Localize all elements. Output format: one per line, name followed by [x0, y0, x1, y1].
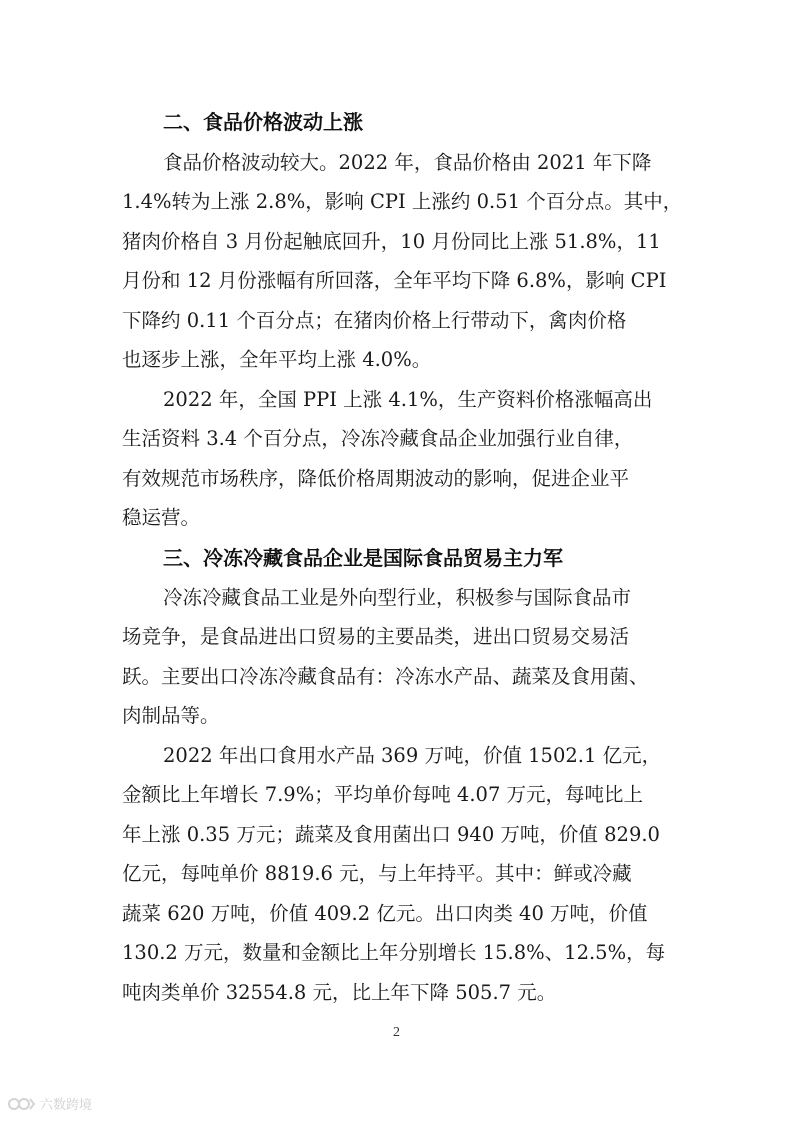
- section3-p2-line-3: 年上涨 0.35 万元；蔬菜及食用菌出口 940 万吨，价值 829.0: [122, 823, 660, 846]
- section3-p2-line-5: 蔬菜 620 万吨，价值 409.2 亿元。出口肉类 40 万吨，价值: [122, 902, 648, 925]
- section3-p2-line-6: 130.2 万元，数量和金额比上年分别增长 15.8%、12.5%，每: [122, 941, 666, 964]
- section2-p1-line-3: 猪肉价格自 3 月份起触底回升，10 月份同比上涨 51.8%，11: [122, 230, 661, 253]
- section2-p1-line-4: 月份和 12 月份涨幅有所回落，全年平均下降 6.8%，影响 CPI: [122, 269, 667, 292]
- section3-heading: 三、冷冻冷藏食品企业是国际食品贸易主力军: [163, 546, 563, 570]
- section2-p1-line-5: 下降约 0.11 个百分点；在猪肉价格上行带动下，禽肉价格: [122, 309, 627, 332]
- section2-p1-line-2: 1.4%转为上涨 2.8%，影响 CPI 上涨约 0.51 个百分点。其中，: [122, 190, 683, 213]
- section3-p2-line-4: 亿元，每吨单价 8819.6 元，与上年持平。其中：鲜或冷藏: [122, 862, 632, 885]
- section3-p2-line-1: 2022 年出口食用水产品 369 万吨，价值 1502.1 亿元，: [163, 744, 662, 767]
- section3-p2-line-7: 吨肉类单价 32554.8 元，比上年下降 505.7 元。: [122, 981, 557, 1004]
- section3-p1-line-1: 冷冻冷藏食品工业是外向型行业，积极参与国际食品市: [163, 586, 632, 609]
- watermark: [8, 1094, 92, 1113]
- section2-p1-line-1: 食品价格波动较大。2022 年，食品价格由 2021 年下降: [163, 151, 652, 174]
- section3-p1-line-2: 场竞争，是食品进出口贸易的主要品类，进出口贸易交易活: [122, 625, 630, 648]
- page-number: 2: [393, 1025, 400, 1040]
- section3-p1-line-4: 肉制品等。: [122, 704, 220, 727]
- logo-icon: [8, 1096, 36, 1112]
- section2-heading: 二、食品价格波动上涨: [163, 110, 363, 134]
- section2-p1-line-6: 也逐步上涨，全年平均上涨 4.0%。: [122, 348, 432, 371]
- watermark-text: 六数跨境: [40, 1098, 93, 1113]
- section3-p1-line-3: 跃。主要出口冷冻冷藏食品有：冷冻水产品、蔬菜及食用菌、: [122, 665, 649, 688]
- section2-p2-line-4: 稳运营。: [122, 506, 201, 529]
- section2-p2-line-3: 有效规范市场秩序，降低价格周期波动的影响，促进企业平: [122, 467, 630, 490]
- section2-p2-line-2: 生活资料 3.4 个百分点，冷冻冷藏食品企业加强行业自律，: [122, 427, 634, 450]
- section2-p2-line-1: 2022 年，全国 PPI 上涨 4.1%，生产资料价格涨幅高出: [163, 388, 653, 411]
- section3-p2-line-2: 金额比上年增长 7.9%；平均单价每吨 4.07 万元，每吨比上: [122, 783, 644, 806]
